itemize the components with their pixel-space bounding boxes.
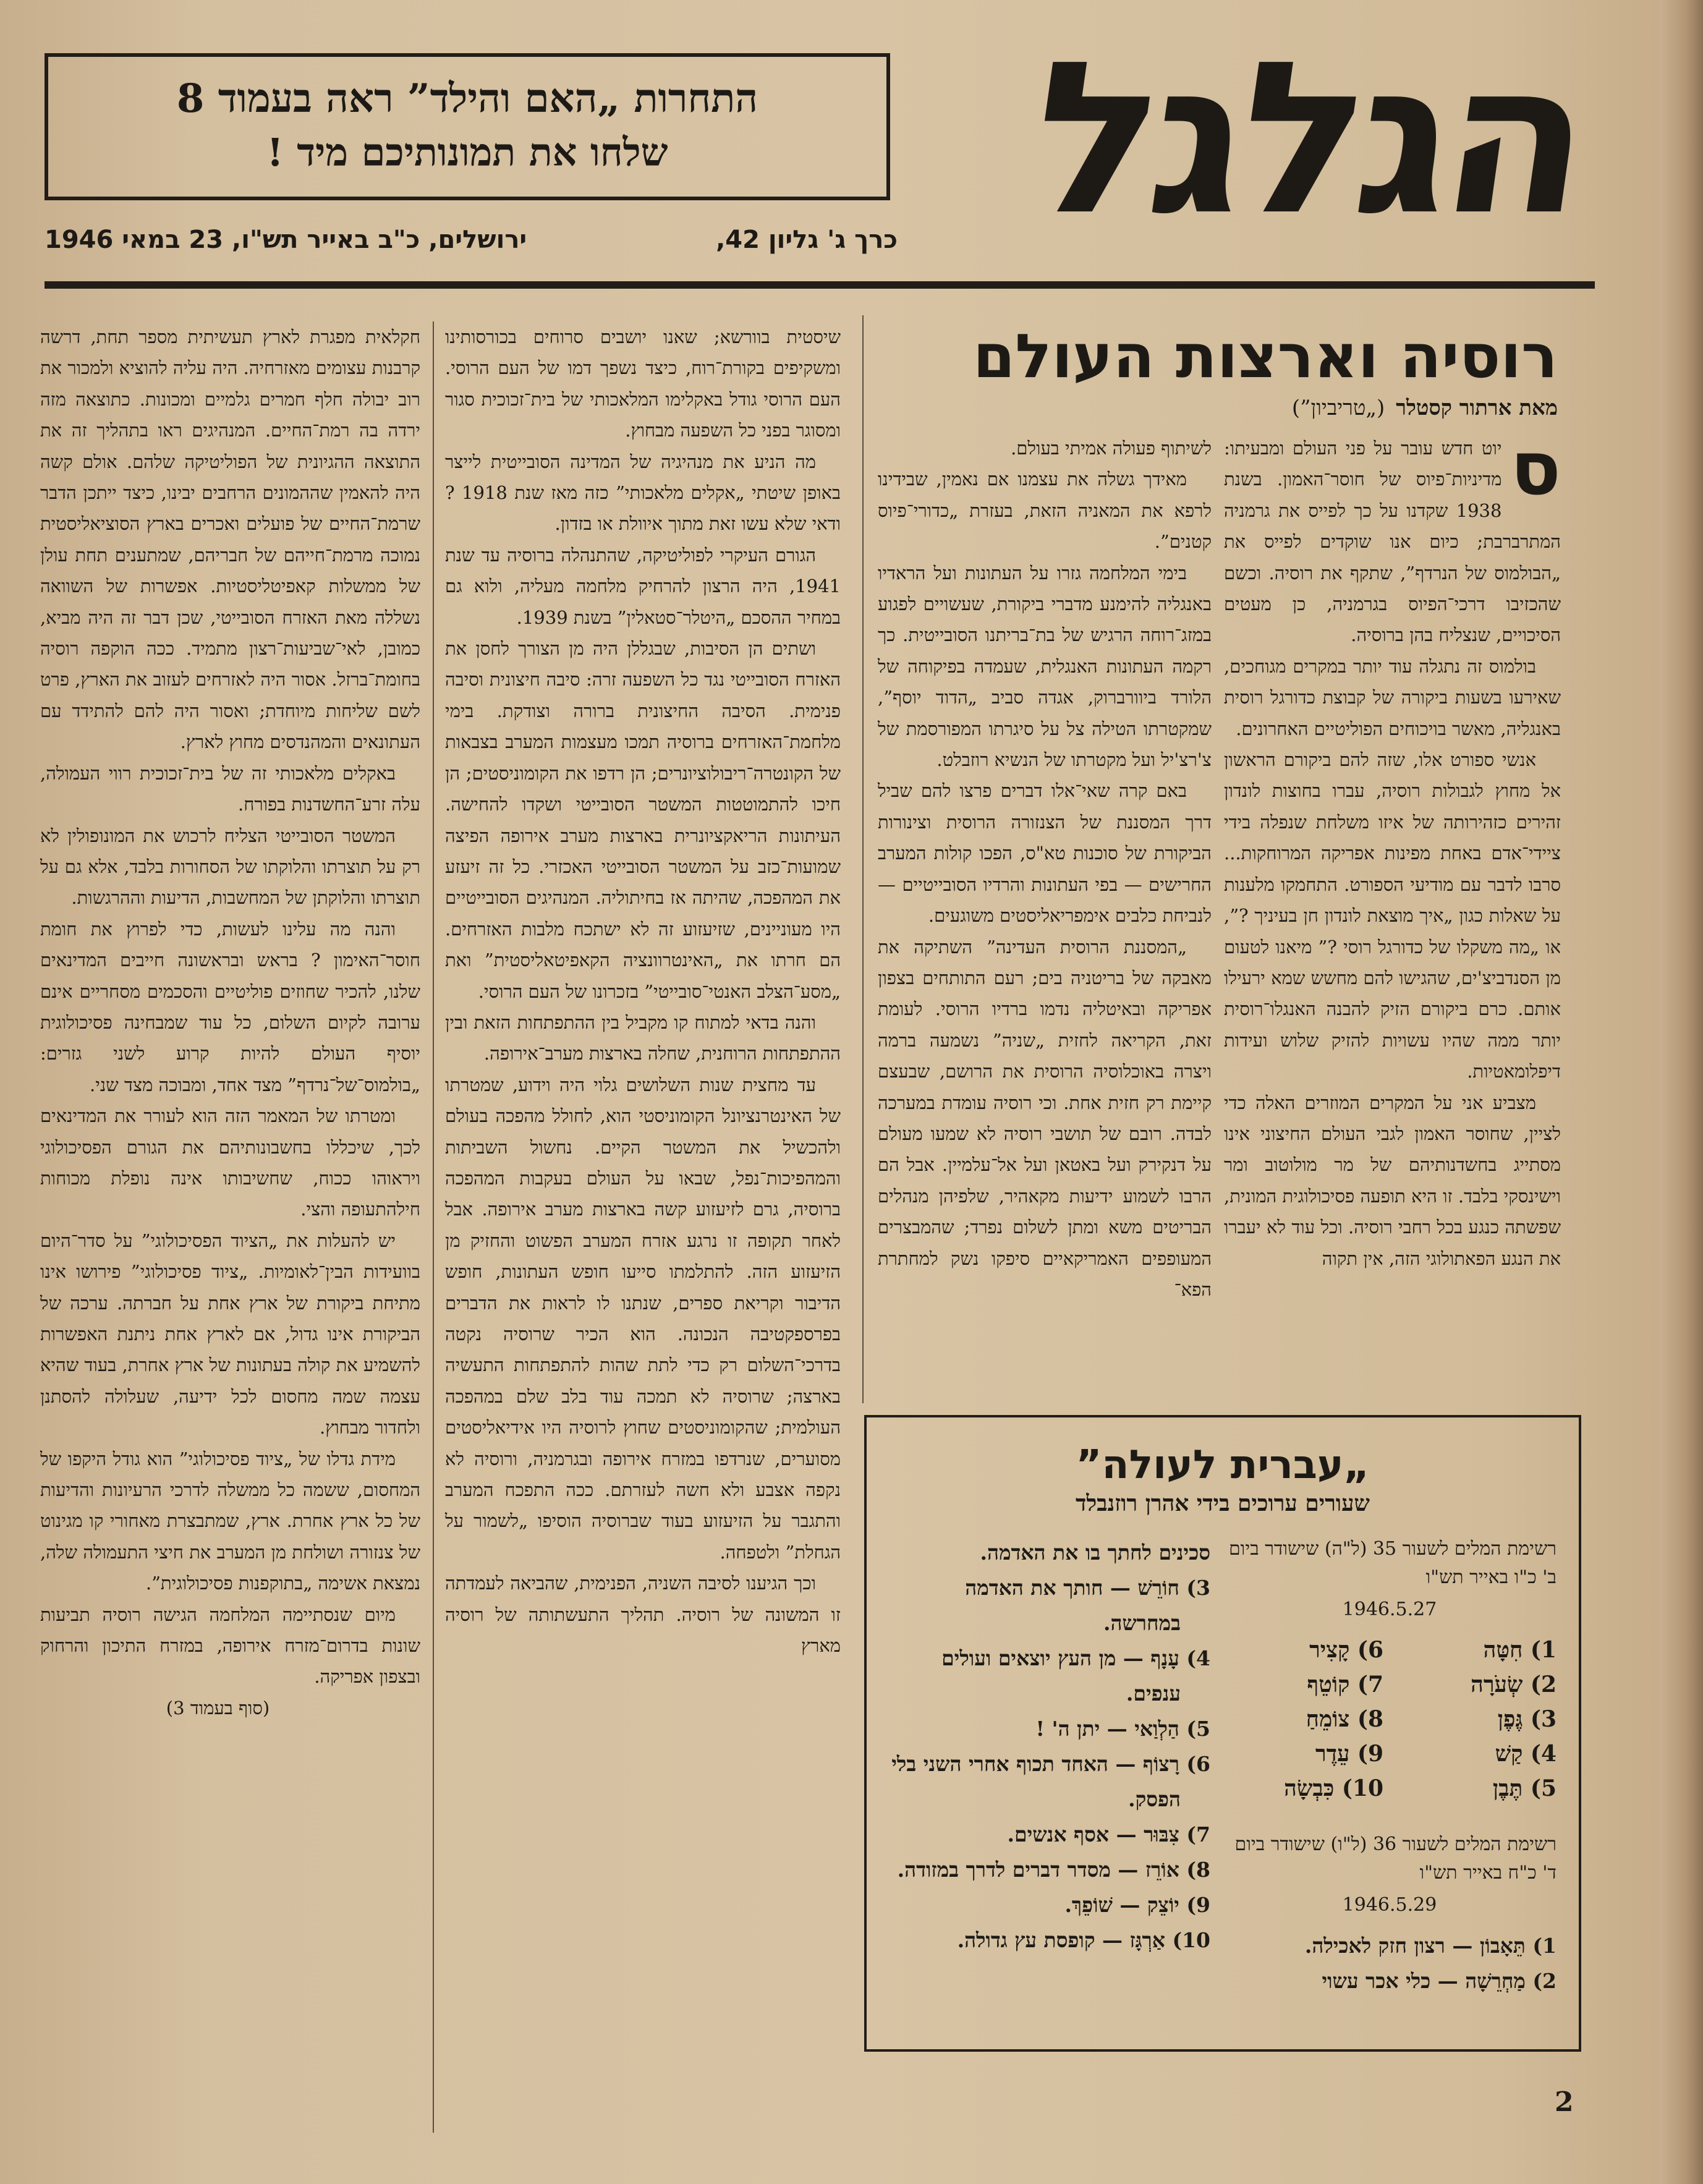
vocab-item: 2) שְׂעֹרָה bbox=[1471, 1672, 1556, 1697]
definition-item: 9) יוֹצֵק — שׁוֹפֵךְ. bbox=[1064, 1893, 1210, 1917]
article-paragraph: מיום שנסתיימה המלחמה הגישה רוסיה תביעות שונות בדרום־מזרח אירופה, במזרח התיכון והרחוק ובצפון אפריקה. bbox=[40, 1604, 420, 1688]
masthead-title: הגלגל bbox=[1016, 17, 1600, 261]
vocab-item: 10) כִּבְשָׂה bbox=[1284, 1775, 1383, 1801]
issue-volume: כרך ג' גליון 42, bbox=[716, 226, 898, 254]
article-paragraph: והנה מה עלינו לעשות, כדי לפרוץ את חומת חוסר־האימון ? בראש ובראשונה חייבים המדינאים שלנו, להכיר שחוזים פוליטיים והסכמים מסחריים אינם ערובה לקיום השלום, כל עוד שמבחינה פסיכולוגית יוסיף העולם להיות קרוע לשני גזרים: „בולמוס־של־נרדף” מצד אחד, ומבוכה מצד שני. bbox=[40, 918, 420, 1095]
header-rule bbox=[45, 281, 1595, 289]
definition-item: 6) רָצוֹף — האחד תכוף אחרי השני בלי הפסק. bbox=[891, 1752, 1210, 1811]
article-paragraph: לשיתוף פעולה אמיתי בעולם. bbox=[1011, 438, 1212, 459]
column-rule bbox=[433, 321, 434, 2133]
definition-item: 4) עָנָף — מן העץ יוצאים ועולים ענפים. bbox=[941, 1646, 1210, 1706]
article-paragraph: מאידך גשלה את עצמנו אם נאמין, שבידינו לרפא את המאניה הזאת, בעזרת „כדורי־פיוס קטנים”. bbox=[878, 469, 1212, 553]
vocab-item: 7) קוֹטֵף bbox=[1307, 1672, 1383, 1697]
article-paragraph: בימי המלחמה גזרו על העתונות ועל הראדיו באנגליה להימנע מדברי ביקורת, שעשויים לפגוע במזג־רוחה הרגיש של בת־בריתנו הסובייטית. כך רקמה העתונות האנגלית, שעמדה בפיקוחה של הלורד ביוורברוק, אגדה סביב „הדוד יוסף”, שמקטרתו הטילה צל על סיגרתו המפורסמת של צ'רצ'יל ועל מקטרתו של הנשיא רוזבלט. bbox=[878, 562, 1212, 771]
lesson-subtitle: שעורים ערוכים בידי אהרן רוזנבלד bbox=[1076, 1490, 1370, 1516]
lesson-definitions bbox=[889, 1535, 1210, 1958]
article-paragraph: והנה בדאי למתוח קו מקביל בין ההתפתחות הזאת ובין ההתפתחות הרוחנית, שחלה בארצות מערב־אירופה. bbox=[445, 1011, 841, 1064]
drop-cap: ס bbox=[1510, 426, 1561, 512]
article-paragraph: מה הניע את מנהיגיה של המדינה הסובייטית לייצר באופן שיטתי „אקלים מלאכותי” כזה מאז שנת 1918 ? ודאי שלא עשו זאת מתוך איוולת או בזדון. bbox=[445, 451, 841, 535]
definition-item: 7) צִבּוּר — אסף אנשים. bbox=[1007, 1822, 1210, 1846]
vocab-item: 9) עֵדֶר bbox=[1315, 1741, 1383, 1767]
article-paragraph: ושתים הן הסיבות, שבגללן היה מן הצורך לחסן את האזרח הסובייטי נגד כל השפעה זרה: סיבה חיצונית וסיבה פנימית. הסיבה החיצונית ברורה וצודקת. בימי מלחמת־האזרחים ברוסיה תמכו מעצמות המערב בצבאות של הקונטרה־ריבולוציונרים; הן רדפו את הקומוניסטים; הן חיכו להתמוטטות המשטר הסובייטי ושקדו להחישה. העיתונות הריאקציונרית בארצות מערב אירופה הפיצה שמועות־כזב על המשטר הסובייטי האכזרי. כל זה זיעזע את המהפכה, שהיתה אז בחיתוליה. המנהיגים הסובייטיים היו מעוניינים, שזיעזוע זה לא ישתכח מלבות האזרחים. הם חרתו את „האינטרוונציה הקאפיטאליסטית” ואת „מסע־הצלב האנטי־סובייטי” בזכרונו של העם הרוסי. bbox=[445, 638, 841, 1002]
page-edge bbox=[1660, 0, 1703, 2184]
list-2-date: 1946.5.29 bbox=[1342, 1894, 1437, 1916]
article-column-4 bbox=[40, 321, 420, 2127]
list-2 bbox=[1223, 1928, 1556, 1999]
definition-item: 8) אוֹרֵז — מסדר דברים לדרך במזודה. bbox=[897, 1858, 1210, 1882]
article-paragraph: מידת גדלו של „ציוד פסיכולוגי” הוא גודל היקפו של המחסום, ששמה כל ממשלה לדרכי הרעיונות והדיעות של כל ארץ אחרת. ארץ, שמתבצרת מאחורי קו מגינוט של צנזורה ושולחת מן המערב את חיצי התעמולה שלה, נמצאת אשימה „בתוקפנות פסיכולוגית”. bbox=[40, 1448, 420, 1594]
article-paragraph: באם קרה שאי־אלו דברים פרצו להם שביל דרך המסננת של הצנזורה הרוסית וצינורות הביקורת של סוכנות טא"ס, הפכו קולות המערב החרישים — בפי העתונות והרדיו הסובייטיים — לנביחת כלבים אימפריאליסטים משוגעים. bbox=[878, 780, 1212, 927]
article-paragraph: אנשי ספורט אלו, שזה להם ביקורם הראשון אל מחוץ לגבולות רוסיה, עברו בחוצות לונדון זהירים כזהירותה של איזו משלחת שנפלה בידי ציידי־אדם באחת מפינות אפריקה המרוחקות... סרבו לדבר עם מודיעי הספורט. התחמקו מלענות על שאלות כגון „איך מוצאת לונדון חן בעיניך ?”, או „מה משקלו של כדורגל רוסי ?” מיאנו לטעום מן הסנדביצ'ים, שהגישו להם מחשש שמא ירעילו אותם. כרם ביקורם הזיק להבנה האנגלו־רוסית יותר ממה שהיו עשויות להזיק שלוש ועידות דיפלומאטיות. bbox=[1224, 749, 1561, 1082]
issue-dateline: ירושלים, כ"ב באייר תש"ו, 23 במאי 1946 bbox=[45, 226, 527, 254]
page-number: 2 bbox=[1555, 2086, 1574, 2118]
article-column-1 bbox=[1224, 426, 1561, 1403]
column-rule bbox=[862, 315, 864, 1403]
vocab-item: 3) גֶּפֶן bbox=[1497, 1706, 1556, 1732]
contest-promo-box bbox=[45, 53, 890, 200]
article-paragraph: עד מחצית שנות השלושים גלוי היה וידוע, שמטרתו של האינטרנציונל הקומוניסטי הוא, לחולל מהפכה בעולם ולהכשיל את המשטר הקיים. נחשול השביתות והמהפיכות־נפל, שבאו על העולם בעקבות המהפכה ברוסיה, גרם לזיעזוע קשה בארצות מערב אירופה. אבל לאחר תקופה זו נרגע אזרח המערב הפשוט והחזיק מן הזיעזוע הזה. להתלמתו סייעו חופש העתונות, חופש הדיבור וקריאת ספרים, שנתנו לו לראות את הדברים בפרספקטיבה הנכונה. הוא הכיר שרוסיה נקטה בדרכי־השלום רק כדי לתת שהות להתפתחות התעשיה בארצה; שרוסיה לא תמכה עוד בלב שלם במהפכה העולמית; שהקומוניסטים שחוץ לרוסיה היו אידיאליסטים מסוערים, שנרדפו במזרח אירופה ובגרמניה, ורוסיה לא נקפה אצבע ולא חשה לעזרתם. ככה התפכח המערב והתגבר על הזיעזוע בעוד שברוסיה הוסיפו „לשמור על הגחלת” ולטפחה. bbox=[445, 1074, 841, 1563]
promo-line-1: התחרות „האם והילד” ראה בעמוד 8 bbox=[176, 75, 758, 122]
list-1-date: 1946.5.27 bbox=[1342, 1599, 1437, 1620]
article-title: רוסיה וארצות העולם bbox=[973, 321, 1558, 392]
article-column-2 bbox=[878, 433, 1212, 1403]
issue-line bbox=[45, 226, 898, 263]
article-paragraph: הגורם העיקרי לפוליטיקה, שהתנהלה ברוסיה עד שנת 1941, היה הרצון להרחיק מלחמה מעליה, ולוא גם במחיר ההסכם „היטלר־סטאלין” בשנת 1939. bbox=[445, 544, 841, 628]
article-paragraph: באקלים מלאכותי זה של בית־זכוכית רווי העמולה, עלה זרע־החשדנות בפורח. bbox=[40, 762, 420, 815]
definition-item: 10) אַרְגָּז — קופסת עץ גדולה. bbox=[957, 1928, 1210, 1952]
article-paragraph: יש להעלות את „הציוד הפסיכולוגי” על סדר־היום בוועידות הבין־לאומיות. „ציוד פסיכולוגי” פירושו אינו מתיחת ביקורת של ארץ אחת על חברתה. ערכה של הביקורת אינו גדול, אם לארץ אחת ניתנת האפשרות להשמיע את קולה בעתונות של ארץ אחרת, בעוד שהיא עצמה שמה מחסום לכל ידיעה, שעלולה להסתנן ולחדור מבחוץ. bbox=[40, 1230, 420, 1438]
promo-line-2: שלחו את תמונותיכם מיד ! bbox=[266, 130, 668, 175]
vocab-item: 1) חִטָּה bbox=[1483, 1637, 1556, 1663]
definition-item: סכינים לחתך בו את האדמה. bbox=[980, 1540, 1210, 1565]
article-paragraph: וכך הגיענו לסיבה השניה, הפנימית, שהביאה לעמדתה זו המשונה של רוסיה. תהליך התעשתותה של רוסיה מארץ bbox=[445, 1573, 841, 1657]
article-paragraph: בולמוס זה נתגלה עוד יותר במקרים מגוחכים, שאירעו בשעות ביקורה של קבוצת כדורגל רוסית באנגליה, מאשר בויכוחים הפוליטיים האחרונים. bbox=[1224, 655, 1561, 739]
vocab-item: 2) מַחְרֵשָׁה — כלי אכר עשוי bbox=[1322, 1969, 1556, 1993]
hebrew-lesson-box bbox=[864, 1415, 1581, 2052]
article-column-3 bbox=[445, 321, 841, 2127]
definition-item: 3) חוֹרֵשׁ — חותך את האדמה במחרשה. bbox=[965, 1576, 1210, 1635]
list-2-header: רשימת המלים לשעור 36 (ל"ו) שישודר ביום ד' כ"ח באייר תש"ו bbox=[1234, 1833, 1556, 1884]
byline-author: מאת ארתור קסטלר bbox=[1396, 396, 1558, 420]
vocab-item: 6) קָצִיר bbox=[1309, 1637, 1383, 1663]
article-paragraph: „המסננת הרוסית העדינה” השתיקה את מאבקה של בריטניה בים; רעם התותחים בצפון אפריקה ובאיטליה נדמו ברדיו הרוסי. לעומת זאת, הקריאה לחזית „שניה” נשמעה ברמה ויצרה באוכלוסיה הרוסית את הרושם, שבעצם קיימת רק חזית אחת. וכי רוסיה עומדת במערכה לבדה. רובם של תושבי רוסיה לא שמעו מעולם על דנקירק ועל באטאן ועל אל־עלמיין. אבל הם הרבו לשמוע ידיעות מקאהיר, שלפיהן מנהלים הבריטים משא ומתן לשלום נפרד; שהמבצרים המעופפים האמריקאיים סיפקו נשק למחתרת הפא־ bbox=[878, 936, 1212, 1300]
article-byline bbox=[878, 396, 1558, 427]
article-paragraph: שיסטית בוורשא; שאנו יושבים סרוחים בכורסותינו ומשקיפים בקורת־רוח, כיצד נשפך דמו של העם הרוסי. העם הרוסי גודל באקלימו המלאכותי של בית־זכוכית סגור ומסוגר בפני כל השפעה מבחוץ. bbox=[445, 326, 841, 441]
vocab-item: 5) תֶּבֶן bbox=[1492, 1775, 1556, 1801]
vocab-item: 4) קַשׁ bbox=[1495, 1741, 1556, 1767]
article-paragraph: חקלאית מפגרת לארץ תעשיתית מספר תחת, דרשה קרבנות עצומים מאזרחיה. היה עליה להוציא ולמכור את רוב יבולה חלף חמרים גלמיים ומכונות. כתוצאה מזה ירדה בה רמת־החיים. המנהיגים ראו בתהליך זה את התוצאה ההגיונית של הפוליטיקה שלהם. אולם קשה היה להאמין שההמונים הרחבים יבינו, כיצד ייתכן הדבר שרמת־החיים של פועלים ואכרים בארץ הסוציאליסטית נמוכה מרמת־חייהם של חבריהם, שמתענים תחת עולן של ממשלות קאפיטליסטיות. אפשרות של השוואה נשללה מאת האזרח הסובייטי, שכן דבר זה היה מביא, כמובן, לאי־שביעות־רצון מתמיד. ככה הוקפה רוסיה בחומת־ברזל. אסור היה לאזרחים לעזוב את הארץ, פרט לשם שליחות מיוחדת; ואסור היה להם להתידד עם העתונאים והמהנדסים מחוץ לארץ. bbox=[40, 326, 420, 753]
continued-note: (סוף בעמוד 3) bbox=[166, 1697, 270, 1719]
article-paragraph: ומטרתו של המאמר הזה הוא לעורר את המדינאים לכך, שיכללו בחשבונותיהם את הגורם הפסיכולוגי ויראוהו ככוח, שחשיבותו אינה נופלת מכוחות חילהתעופה והצי. bbox=[40, 1105, 420, 1220]
byline-source: („טריביון”) bbox=[1291, 396, 1385, 420]
article-paragraph: המשטר הסובייטי הצליח לרכוש את המונופולין לא רק על תוצרתו והלוקתו של הסחורות בלבד, אלא גם על תוצרתו והלוקתן של המחשבות, הדיעות וההרגשות. bbox=[40, 825, 420, 909]
vocab-item: 1) תֵּאָבוֹן — רצון חזק לאכילה. bbox=[1304, 1934, 1556, 1958]
article-paragraph: ס יוט חדש עובר על פני העולם ומבעיתו: מדיניות־פיוס של חוסר־האמון. בשנת 1938 שקדנו על כך לפייס את גרמניה המתרברבת; כיום אנו שוקדים לפייס את „הבולמוס של הנרדף”, שתקף את רוסיה. וכשם שהכזיבו דרכי־הפיוס בגרמניה, כן מעטים הסיכויים, שנצליח בהן ברוסיה. bbox=[1224, 426, 1561, 646]
lesson-title: „עברית לעולה” bbox=[1076, 1442, 1370, 1488]
vocab-item: 8) צוֹמֵחַ bbox=[1306, 1706, 1383, 1732]
lesson-word-lists bbox=[1223, 1535, 1556, 1999]
list-1-header: רשימת המלים לשעור 35 (ל"ה) שישודר ביום ב' כ"ו באייר תש"ו bbox=[1228, 1538, 1556, 1588]
article-paragraph: מצביע אני על המקרים המוזרים האלה כדי לציין, שחוסר האמון לגבי העולם החיצוני אינו מסתייג בחשדנותיהם של מר מולוטוב ומר וישינסקי בלבד. זו היא תופעה פסיכולוגית המונית, שפשתה כנגע בכל רחבי רוסיה. וכל עוד לא יעברו את הנגע הפאתולוגי הזה, אין תקוה bbox=[1224, 1092, 1561, 1269]
definition-item: 5) הַלְוַאי — יתן ה' ! bbox=[1035, 1717, 1210, 1741]
list-1-grid bbox=[1223, 1633, 1556, 1806]
